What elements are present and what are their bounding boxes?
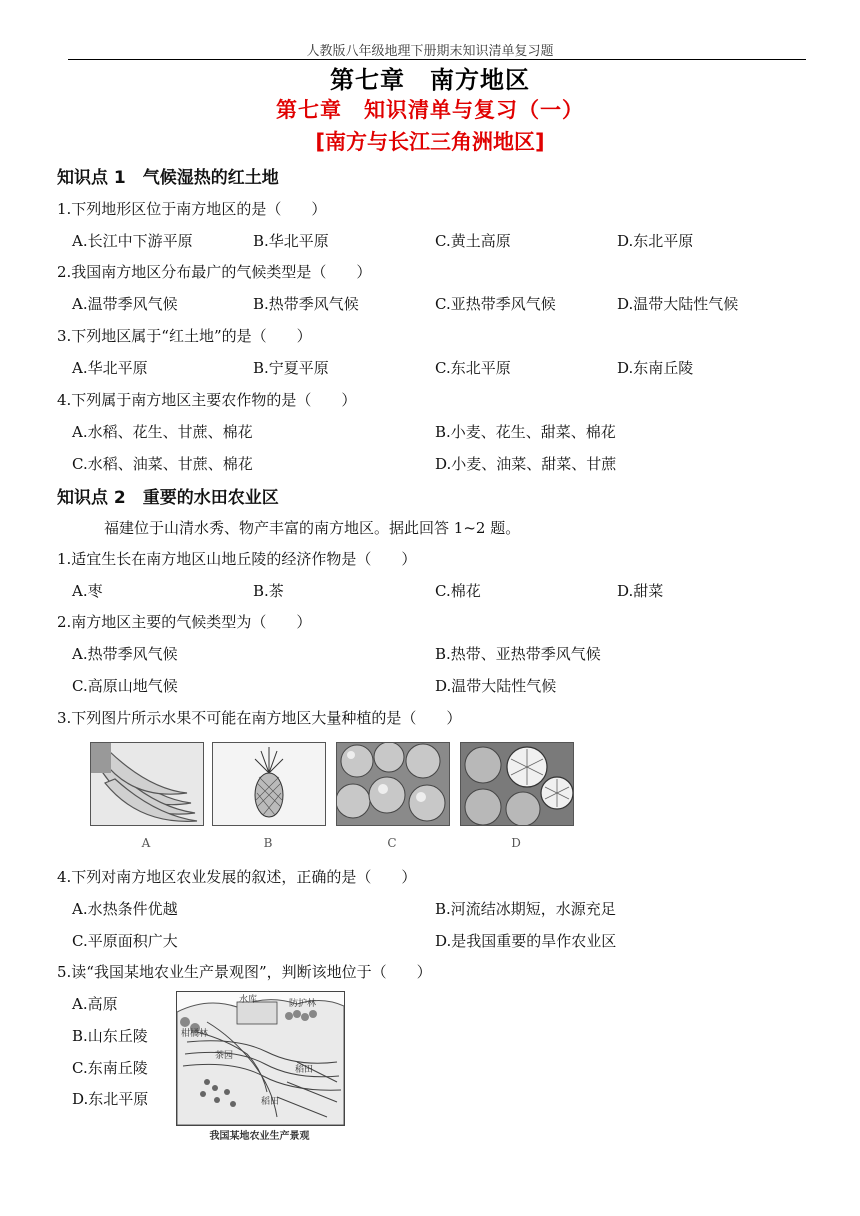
orange-image [460,742,574,826]
s1-q4-option-d: D.小麦、油菜、甜菜、甘蔗 [435,455,617,473]
s2-q1-stem: 1.适宜生长在南方地区山地丘陵的经济作物是（ ） [57,550,417,568]
s1-q4-option-b: B.小麦、花生、甜菜、棉花 [435,423,616,441]
s1-q4-option-a: A.水稻、花生、甘蔗、棉花 [72,423,253,441]
image-label-c: C [387,836,397,850]
s1-q2-option-b: B.热带季风气候 [253,295,359,313]
s2-q2-option-c: C.高原山地气候 [72,677,178,695]
s1-q3-option-d: D.东南丘陵 [617,359,694,377]
landscape-figure [176,991,345,1126]
s2-q5-stem: 5.读“我国某地农业生产景观图”，判断该地位于（ ） [57,963,432,981]
s2-q5-option-c: C.东南丘陵 [72,1059,148,1077]
s2-q4-option-d: D.是我国重要的旱作农业区 [435,932,617,950]
figure-caption: 我国某地农业生产景观 [209,1131,310,1142]
s2-q4-option-c: C.平原面积广大 [72,932,178,950]
s2-intro: 福建位于山清水秀、物产丰富的南方地区。据此回答 1~2 题。 [104,519,521,537]
s1-q2-stem: 2.我国南方地区分布最广的气候类型是（ ） [57,263,372,281]
s1-q3-option-a: A.华北平原 [72,359,148,377]
label-orange: 柑橘林 [181,1029,209,1039]
label-tea: 茶园 [215,1051,234,1061]
section1-title: 知识点 1 气候湿热的红土地 [57,168,279,188]
s2-q1-option-c: C.棉花 [435,582,481,600]
s1-q4-stem: 4.下列属于南方地区主要农作物的是（ ） [57,391,357,409]
s1-q2-option-c: C.亚热带季风气候 [435,295,556,313]
label-reservoir: 水库 [239,995,258,1005]
s2-q1-option-a: A.枣 [72,582,103,600]
s2-q2-option-b: B.热带、亚热带季风气候 [435,645,601,663]
sub-subtitle: [南方与长江三角洲地区] [315,130,545,154]
s1-q3-option-c: C.东北平原 [435,359,511,377]
chapter-title: 第七章 南方地区 [330,66,530,94]
s2-q2-option-d: D.温带大陆性气候 [435,677,557,695]
s1-q2-option-a: A.温带季风气候 [72,295,178,313]
s1-q4-option-c: C.水稻、油菜、甘蔗、棉花 [72,455,253,473]
s2-q4-option-b: B.河流结冰期短，水源充足 [435,900,616,918]
s1-q1-option-c: C.黄土高原 [435,232,511,250]
apple-image [336,742,450,826]
s1-q1-option-b: B.华北平原 [253,232,329,250]
s2-q2-stem: 2.南方地区主要的气候类型为（ ） [57,613,312,631]
s1-q1-option-a: A.长江中下游平原 [72,232,193,250]
image-label-d: D [511,836,521,850]
s2-q4-stem: 4.下列对南方地区农业发展的叙述，正确的是（ ） [57,868,417,886]
s2-q4-option-a: A.水热条件优越 [72,900,178,918]
banana-image [90,742,204,826]
s1-q2-option-d: D.温带大陆性气候 [617,295,739,313]
page-header: 人教版八年级地理下册期末知识清单复习题 [306,44,554,59]
s2-q2-option-a: A.热带季风气候 [72,645,178,663]
s2-q5-option-b: B.山东丘陵 [72,1027,148,1045]
s2-q1-option-d: D.甜菜 [617,582,664,600]
label-paddy-1: 稻田 [295,1065,314,1075]
label-shelterbelt: 防护林 [289,999,317,1009]
s1-q3-stem: 3.下列地区属于“红土地”的是（ ） [57,327,312,345]
subtitle: 第七章 知识清单与复习（一） [276,98,584,122]
s2-q5-option-d: D.东北平原 [72,1090,149,1108]
image-label-a: A [141,836,151,850]
s1-q1-stem: 1.下列地形区位于南方地区的是（ ） [57,200,327,218]
s2-q1-option-b: B.茶 [253,582,284,600]
s1-q1-option-d: D.东北平原 [617,232,694,250]
s2-q3-stem: 3.下列图片所示水果不可能在南方地区大量种植的是（ ） [57,709,462,727]
label-paddy-2: 稻田 [261,1097,280,1107]
s1-q3-option-b: B.宁夏平原 [253,359,329,377]
s2-q5-option-a: A.高原 [72,995,118,1013]
section2-title: 知识点 2 重要的水田农业区 [57,488,279,508]
pineapple-image [212,742,326,826]
image-label-b: B [263,836,273,850]
